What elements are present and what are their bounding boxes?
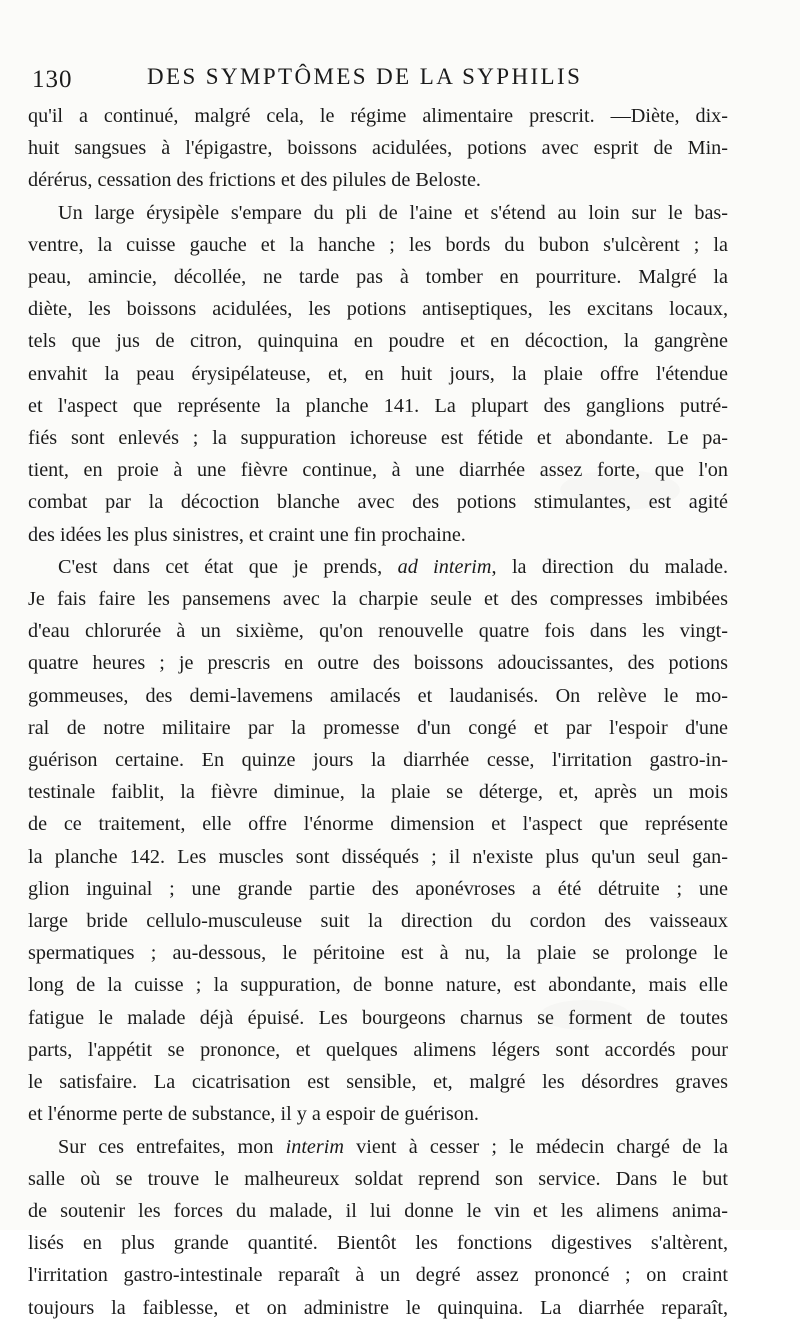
text-line: le satisfaire. La cicatrisation est sensible, et, malgré les désordres graves <box>28 1071 728 1094</box>
text-line: d'eau chlorurée à un sixième, qu'on renouvelle quatre fois dans les vingt- <box>28 620 728 643</box>
paragraph-4 <box>28 1131 728 1324</box>
text-segment: Sur ces entrefaites, mon <box>58 1135 286 1158</box>
text-line: Un large érysipèle s'empare du pli de l'aine et s'étend au loin sur le bas- <box>58 201 728 224</box>
text-line: gommeuses, des demi-lavemens amilacés et laudanisés. On relève le mo- <box>28 684 728 707</box>
text-line: fatigue le malade déjà épuisé. Les bourgeons charnus se forment de toutes <box>28 1006 728 1029</box>
text-line: parts, l'appétit se prononce, et quelques alimens légers sont accordés pour <box>28 1038 728 1061</box>
text-line: diète, les boissons acidulées, les potions antiseptiques, les excitans locaux, <box>28 298 728 321</box>
text-line: peau, amincie, décollée, ne tarde pas à tomber en pourriture. Malgré la <box>28 266 728 289</box>
paragraph-1 <box>28 100 728 197</box>
text-line: spermatiques ; au-dessous, le péritoine est à nu, la plaie se prolonge le <box>28 942 728 965</box>
text-line: salle où se trouve le malheureux soldat reprend son service. Dans le but <box>28 1167 728 1190</box>
text-line: la planche 142. Les muscles sont disséqués ; il n'existe plus qu'un seul gan- <box>28 845 728 868</box>
body-text <box>28 100 728 1324</box>
text-line: ventre, la cuisse gauche et la hanche ; les bords du bubon s'ulcèrent ; la <box>28 233 728 256</box>
text-line: tels que jus de citron, quinquina en poudre et en décoction, la gangrène <box>28 330 728 353</box>
text-segment: C'est dans cet état que je prends, <box>58 555 398 578</box>
text-line: Je fais faire les pansemens avec la charpie seule et des compresses imbibées <box>28 588 728 611</box>
text-line: guérison certaine. En quinze jours la diarrhée cesse, l'irritation gastro-in- <box>28 749 728 772</box>
text-line: glion inguinal ; une grande partie des aponévroses a été détruite ; une <box>28 877 728 900</box>
text-line: quatre heures ; je prescris en outre des boissons adoucissantes, des potions <box>28 652 728 675</box>
page-number: 130 <box>32 66 73 93</box>
text-line: fiés sont enlevés ; la suppuration ichoreuse est fétide et abondante. Le pa- <box>28 427 728 450</box>
running-title: DES SYMPTÔMES DE LA SYPHILIS <box>147 64 583 89</box>
text-line: l'irritation gastro-intestinale reparaît à un degré assez prononcé ; on craint <box>28 1264 728 1287</box>
italic-term: interim <box>285 1135 344 1158</box>
paragraph-2 <box>28 197 728 551</box>
text-line: tient, en proie à une fièvre continue, à une diarrhée assez forte, que l'on <box>28 459 728 482</box>
text-line: huit sangsues à l'épigastre, boissons acidulées, potions avec esprit de Min- <box>28 137 728 160</box>
text-line: envahit la peau érysipélateuse, et, en huit jours, la plaie offre l'étendue <box>28 362 728 385</box>
text-line: large bride cellulo-musculeuse suit la direction du cordon des vaisseaux <box>28 910 728 933</box>
text-line <box>28 1131 728 1163</box>
text-line <box>28 551 728 583</box>
text-line: ral de notre militaire par la promesse d'un congé et par l'espoir d'une <box>28 716 728 739</box>
text-line: lisés en plus grande quantité. Bientôt les fonctions digestives s'altèrent, <box>28 1232 728 1255</box>
text-line: dérérus, cessation des frictions et des pilules de Beloste. <box>28 169 481 192</box>
text-line: combat par la décoction blanche avec des potions stimulantes, est agité <box>28 491 728 514</box>
paragraph-3 <box>28 551 728 1131</box>
text-segment: , la direction du malade. <box>491 555 728 578</box>
text-line: testinale faiblit, la fièvre diminue, la plaie se déterge, et, après un mois <box>28 781 728 804</box>
text-line: long de la cuisse ; la suppuration, de bonne nature, est abondante, mais elle <box>28 974 728 997</box>
italic-term: ad interim <box>397 555 492 578</box>
text-line: et l'aspect que représente la planche 141. La plupart des ganglions putré- <box>28 394 728 417</box>
text-line: des idées les plus sinistres, et craint une fin prochaine. <box>28 523 466 546</box>
text-line: de ce traitement, elle offre l'énorme dimension et l'aspect que représente <box>28 813 728 836</box>
text-line: et l'énorme perte de substance, il y a espoir de guérison. <box>28 1103 479 1126</box>
text-line: qu'il a continué, malgré cela, le régime alimentaire prescrit. —Diète, dix- <box>28 105 728 127</box>
page-header <box>32 60 732 94</box>
text-line: toujours la faiblesse, et on administre le quinquina. La diarrhée reparaît, <box>28 1296 728 1319</box>
text-segment: vient à cesser ; le médecin chargé de la <box>343 1135 728 1158</box>
text-line: de soutenir les forces du malade, il lui donne le vin et les alimens anima- <box>28 1199 728 1222</box>
